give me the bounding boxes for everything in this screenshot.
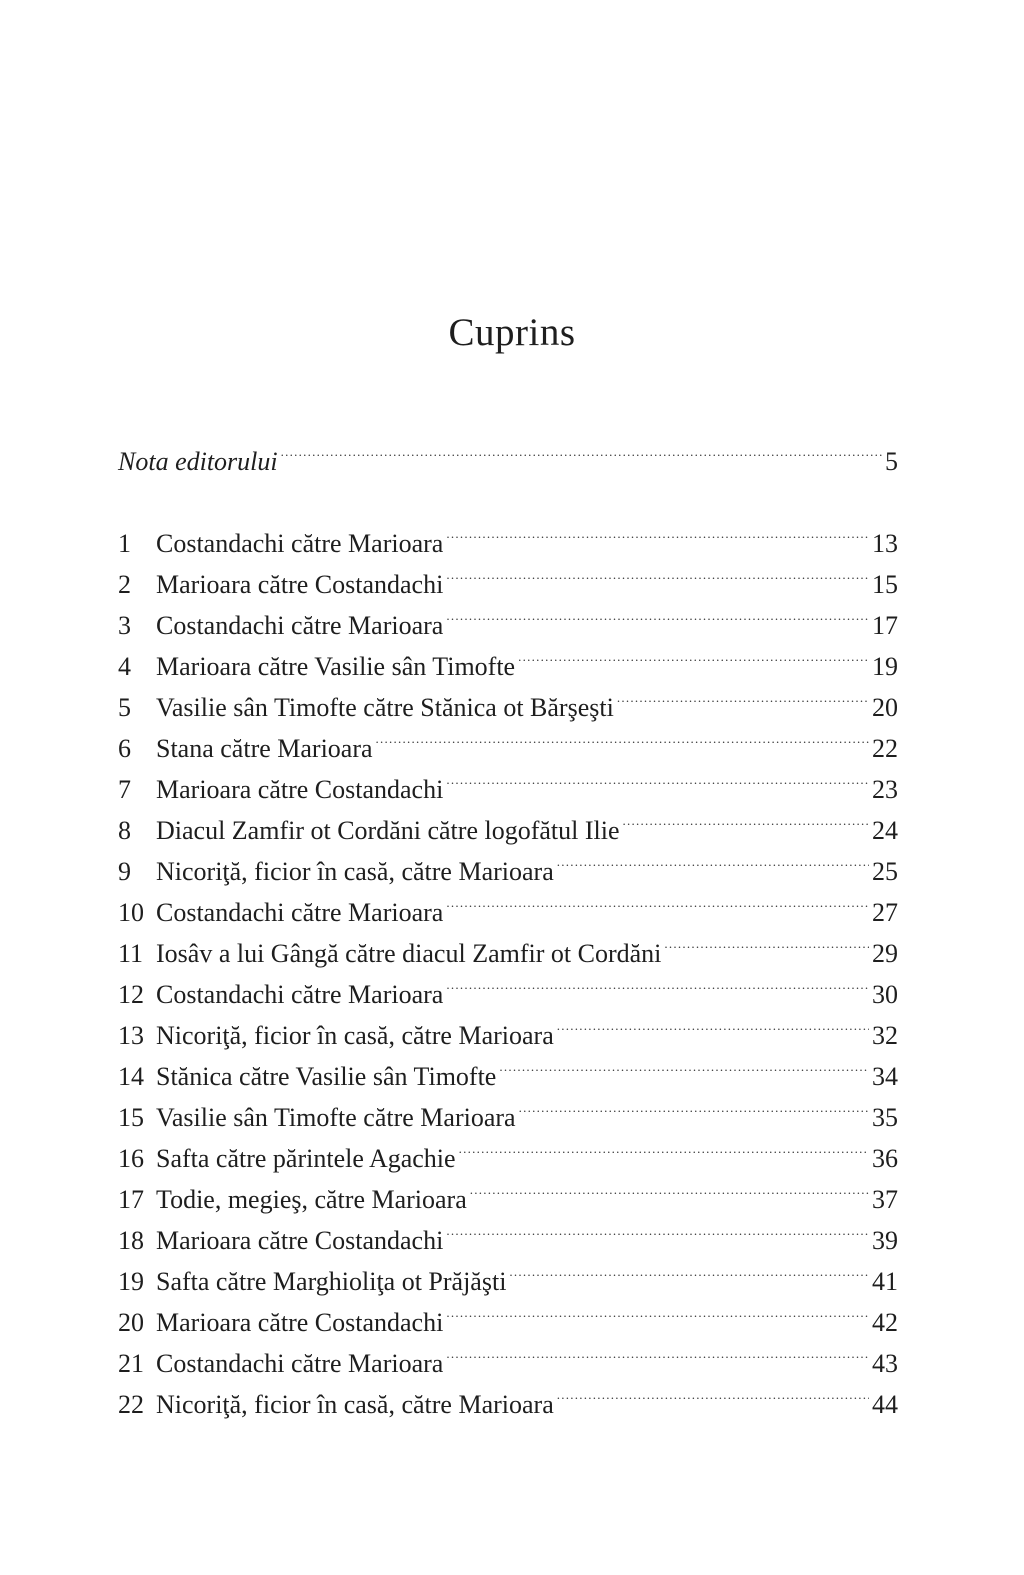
toc-entry[interactable] — [118, 557, 898, 599]
dot-leader — [376, 721, 869, 757]
toc-entry[interactable] — [118, 680, 898, 722]
toc-entry[interactable] — [118, 1172, 898, 1214]
dot-leader — [509, 1254, 869, 1290]
toc-entry-title: Marioara către Costandachi — [156, 775, 444, 804]
toc-entry-page: 37 — [872, 1185, 898, 1214]
toc-entry-title: Stănica către Vasilie sân Timofte — [156, 1062, 497, 1091]
toc-entry-page: 34 — [872, 1062, 898, 1091]
toc-entry-title: Nicoriţă, ficior în casă, către Marioara — [156, 857, 554, 886]
toc-entry[interactable] — [118, 926, 898, 968]
toc-entry-title: Nota editorului — [118, 447, 278, 476]
toc-entry-number: 5 — [118, 693, 131, 722]
toc-entry-title: Costandachi către Marioara — [156, 611, 444, 640]
dot-leader — [446, 885, 869, 921]
toc-entry[interactable] — [118, 1377, 898, 1419]
toc-entry-page: 5 — [885, 447, 898, 476]
toc-entry-page: 22 — [872, 734, 898, 763]
dot-leader — [518, 639, 869, 675]
toc-entry-page: 29 — [872, 939, 898, 968]
dot-leader — [557, 844, 869, 880]
toc-entry-title: Diacul Zamfir ot Cordăni către logofătul Ilie — [156, 816, 620, 845]
toc-entry-number: 10 — [118, 898, 144, 927]
toc-entry[interactable] — [118, 1090, 898, 1132]
toc-entry[interactable] — [118, 516, 898, 558]
toc-entry-title: Iosâv a lui Gângă către diacul Zamfir ot Cordăni — [156, 939, 662, 968]
toc-entry-number: 12 — [118, 980, 144, 1009]
dot-leader — [470, 1172, 869, 1208]
toc-entry-title: Marioara către Vasilie sân Timofte — [156, 652, 516, 681]
dot-leader — [446, 967, 869, 1003]
toc-entry-title: Costandachi către Marioara — [156, 980, 444, 1009]
toc-entry[interactable] — [118, 803, 898, 845]
toc-entry-page: 27 — [872, 898, 898, 927]
toc-entry-title: Costandachi către Marioara — [156, 1349, 444, 1378]
dot-leader — [617, 680, 869, 716]
toc-entry-title: Todie, megieş, către Marioara — [156, 1185, 467, 1214]
toc-entry-page: 30 — [872, 980, 898, 1009]
toc-entry[interactable] — [118, 1008, 898, 1050]
toc-entry-number: 15 — [118, 1103, 144, 1132]
toc-entry-page: 32 — [872, 1021, 898, 1050]
dot-leader — [446, 516, 869, 552]
toc-entry-page: 19 — [872, 652, 898, 681]
toc-entry-title: Marioara către Costandachi — [156, 1308, 444, 1337]
toc-entry-number: 16 — [118, 1144, 144, 1173]
toc-entry-title: Marioara către Costandachi — [156, 1226, 444, 1255]
toc-entry-title: Vasilie sân Timofte către Stănica ot Bărşeşti — [156, 693, 614, 722]
toc-entry-page: 25 — [872, 857, 898, 886]
toc-entry-number: 20 — [118, 1308, 144, 1337]
toc-entry-title: Stana către Marioara — [156, 734, 373, 763]
toc-entry[interactable] — [118, 721, 898, 763]
toc-entry-number: 21 — [118, 1349, 144, 1378]
toc-entry-number: 3 — [118, 611, 131, 640]
toc-entry[interactable] — [118, 1254, 898, 1296]
dot-leader — [446, 1213, 869, 1249]
toc-entry-number: 6 — [118, 734, 131, 763]
toc-entry-title: Costandachi către Marioara — [156, 529, 444, 558]
toc-entry-number: 17 — [118, 1185, 144, 1214]
dot-leader — [557, 1377, 869, 1413]
toc-entry[interactable] — [118, 1213, 898, 1255]
toc-entry-number: 4 — [118, 652, 131, 681]
toc-entry[interactable] — [118, 639, 898, 681]
dot-leader — [664, 926, 869, 962]
toc-entry-page: 20 — [872, 693, 898, 722]
toc-entry-editor-note[interactable] — [118, 434, 898, 476]
toc-entry-title: Nicoriţă, ficior în casă, către Marioara — [156, 1021, 554, 1050]
dot-leader — [446, 1336, 869, 1372]
toc-entry-title: Safta către Marghioliţa ot Prăjăşti — [156, 1267, 507, 1296]
toc-entry-number: 8 — [118, 816, 131, 845]
dot-leader — [623, 803, 870, 839]
toc-entry-number: 13 — [118, 1021, 144, 1050]
toc-entry-number: 7 — [118, 775, 131, 804]
toc-entry-page: 36 — [872, 1144, 898, 1173]
dot-leader — [281, 434, 882, 470]
dot-leader — [499, 1049, 869, 1085]
toc-entry-number: 1 — [118, 529, 131, 558]
toc-entry-page: 13 — [872, 529, 898, 558]
dot-leader — [446, 762, 869, 798]
toc-entry[interactable] — [118, 1295, 898, 1337]
toc-entry-number: 22 — [118, 1390, 144, 1419]
toc-entry-title: Costandachi către Marioara — [156, 898, 444, 927]
dot-leader — [446, 598, 869, 634]
toc-entry-number: 9 — [118, 857, 131, 886]
dot-leader — [446, 557, 869, 593]
toc-entry[interactable] — [118, 1336, 898, 1378]
dot-leader — [557, 1008, 869, 1044]
toc-entry-page: 17 — [872, 611, 898, 640]
toc-entry-number: 14 — [118, 1062, 144, 1091]
toc-entry-title: Nicoriţă, ficior în casă, către Marioara — [156, 1390, 554, 1419]
toc-entry[interactable] — [118, 1131, 898, 1173]
toc-entry-number: 18 — [118, 1226, 144, 1255]
toc-entry[interactable] — [118, 762, 898, 804]
toc-entry-page: 24 — [872, 816, 898, 845]
dot-leader — [446, 1295, 869, 1331]
toc-entry[interactable] — [118, 1049, 898, 1091]
toc-entry-page: 23 — [872, 775, 898, 804]
toc-entry[interactable] — [118, 844, 898, 886]
toc-entry-number: 11 — [118, 939, 144, 968]
page-title: Cuprins — [448, 311, 576, 354]
toc-entry[interactable] — [118, 885, 898, 927]
dot-leader — [519, 1090, 869, 1126]
toc-entry[interactable] — [118, 967, 898, 1009]
toc-entry-page: 44 — [872, 1390, 898, 1419]
toc-entry-number: 19 — [118, 1267, 144, 1296]
toc-entry-number: 2 — [118, 570, 131, 599]
toc-entry[interactable] — [118, 598, 898, 640]
toc-entry-page: 41 — [872, 1267, 898, 1296]
toc-entry-page: 43 — [872, 1349, 898, 1378]
toc-entry-page: 15 — [872, 570, 898, 599]
toc-entry-page: 35 — [872, 1103, 898, 1132]
toc-entry-page: 39 — [872, 1226, 898, 1255]
toc-entry-title: Safta către părintele Agachie — [156, 1144, 456, 1173]
toc-entry-page: 42 — [872, 1308, 898, 1337]
dot-leader — [459, 1131, 869, 1167]
toc-entry-title: Marioara către Costandachi — [156, 570, 444, 599]
toc-entry-title: Vasilie sân Timofte către Marioara — [156, 1103, 516, 1132]
